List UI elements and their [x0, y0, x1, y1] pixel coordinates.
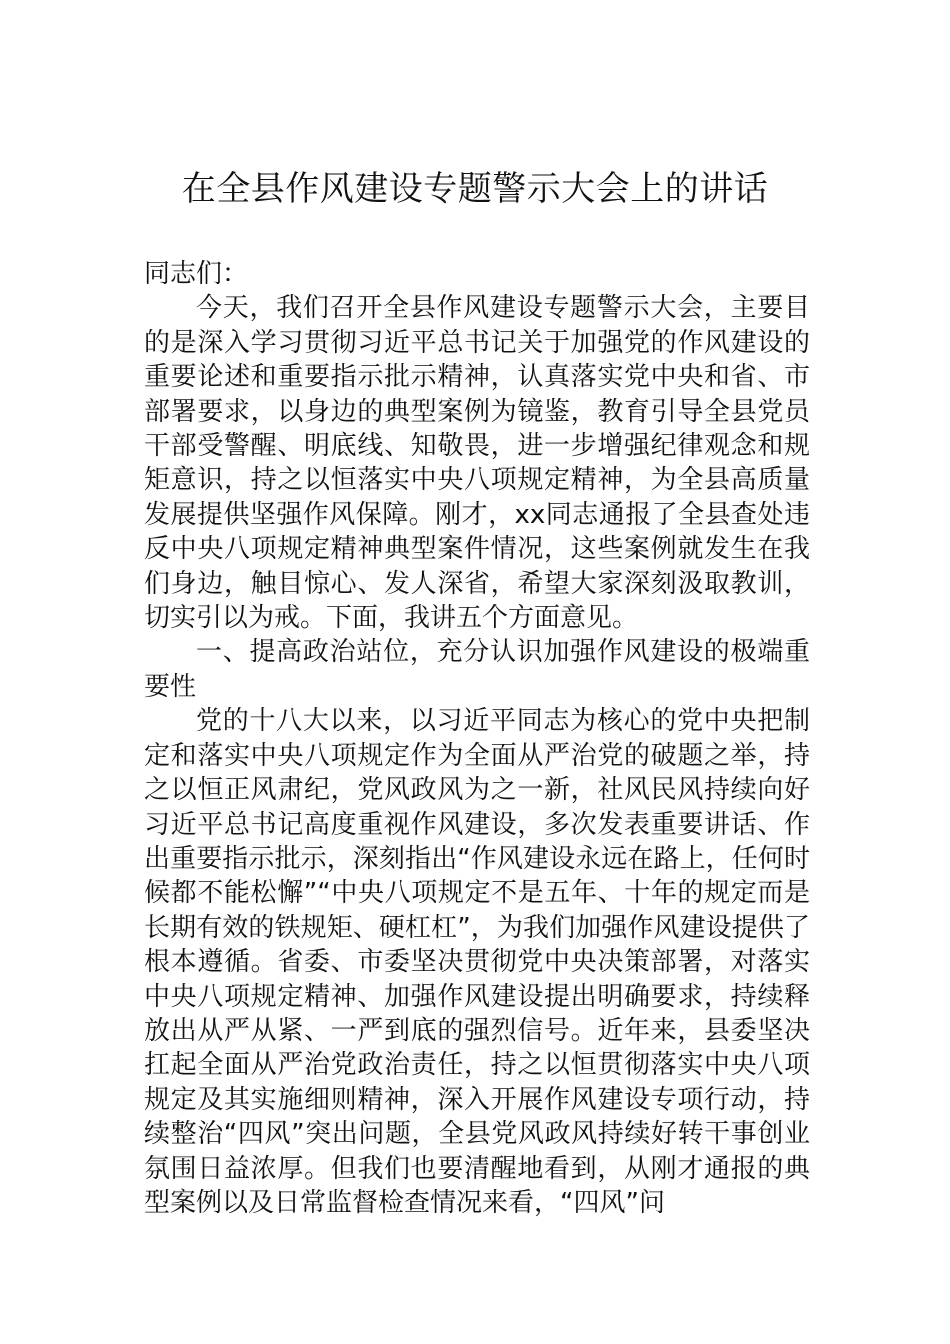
salutation: 同志们： — [144, 259, 249, 289]
section-heading-1: 一、提高政治站位，充分认识加强作风建设的极端重要性 — [144, 637, 810, 702]
paragraph-section-1: 党的十八大以来，以习近平同志为核心的党中央把制定和落实中央八项规定作为全面从严治党的破题之举，持之以恒正风肃纪，党风政风为之一新，社风民风持续向好习近平总书记高度重视作风建设，多次发表重要讲话、作出重要指示批示，深刻指出“作风建设永远在路上，任何时候都不能松懈”“中央八项规定不是五年、十年的规定而是长期有效的铁规矩、硬杠杠”，为我们加强作风建设提供了根本遵循。省委、市委坚决贯彻党中央决策部署，对落实中央八项规定精神、加强作风建设提出明确要求，持续释放出从严从紧、一严到底的强烈信号。近年来，县委坚决扛起全面从严治党政治责任，持之以恒贯彻落实中央八项规定及其实施细则精神，深入开展作风建设专项行动，持续整治“四风”突出问题，全县党风政风持续好转干事创业氛围日益浓厚。但我们也要清醒地看到，从刚才通报的典型案例以及日常监督检查情况来看，“四风”问 — [144, 706, 810, 1218]
document-title: 在全县作风建设专题警示大会上的讲话 — [181, 169, 769, 209]
document-body — [144, 257, 810, 1220]
paragraph-intro: 今天，我们召开全县作风建设专题警示大会，主要目的是深入学习贯彻习近平总书记关于加强党的作风建设的重要论述和重要指示批示精神，认真落实党中央和省、市部署要求，以身边的典型案例为镜鉴，教育引导全县党员干部受警醒、明底线、知敬畏，进一步增强纪律观念和规矩意识，持之以恒落实中央八项规定精神，为全县高质量发展提供坚强作风保障。刚才，xx同志通报了全县查处违反中央八项规定精神典型案件情况，这些案例就发生在我们身边，触目惊心、发人深省，希望大家深刻汲取教训，切实引以为戒。下面，我讲五个方面意见。 — [144, 293, 810, 634]
